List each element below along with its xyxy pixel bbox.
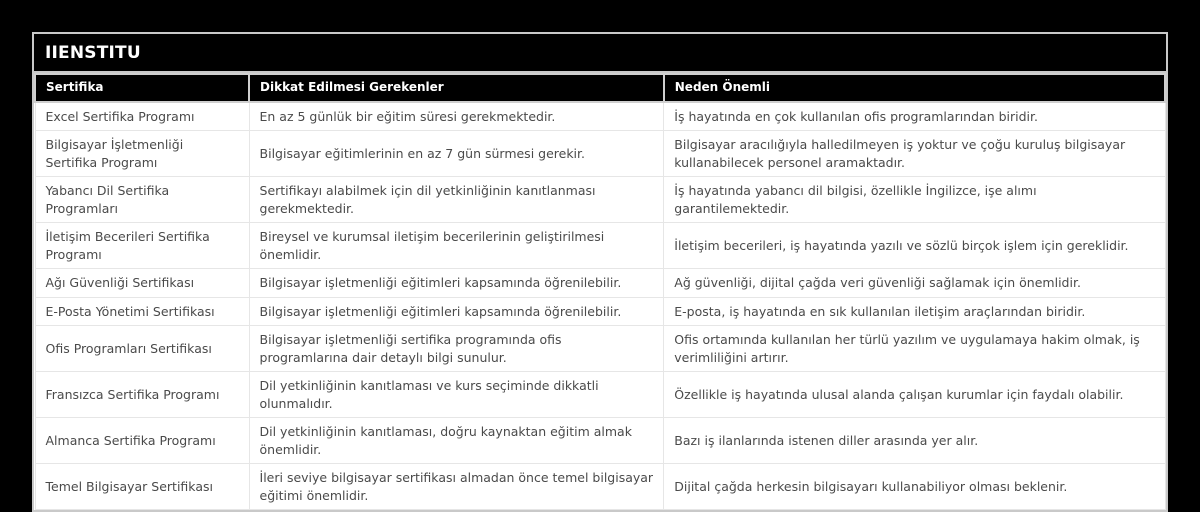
table-cell: Bilgisayar İşletmenliği Sertifika Programı (35, 131, 249, 177)
certificate-table (34, 73, 1166, 510)
table-cell: Ofis ortamında kullanılan her türlü yazılım ve uygulamaya hakim olmak, iş verimliliğini artırır. (664, 326, 1165, 372)
table-cell: Sertifikayı alabilmek için dil yetkinliğinin kanıtlanması gerekmektedir. (249, 177, 664, 223)
table-cell: Dijital çağda herkesin bilgisayarı kullanabiliyor olması beklenir. (664, 464, 1165, 510)
table-header-row (35, 74, 1165, 102)
table-cell: Bilgisayar işletmenliği sertifika programında ofis programlarına dair detaylı bilgi sunulur. (249, 326, 664, 372)
table-cell: Temel Bilgisayar Sertifikası (35, 464, 249, 510)
table-cell: İş hayatında en çok kullanılan ofis programlarından biridir. (664, 102, 1165, 131)
table-cell: Bireysel ve kurumsal iletişim becerilerinin geliştirilmesi önemlidir. (249, 223, 664, 269)
table-cell: Excel Sertifika Programı (35, 102, 249, 131)
table-row (35, 269, 1165, 298)
table-cell: Bilgisayar aracılığıyla halledilmeyen iş yoktur ve çoğu kuruluş bilgisayar kullanabilecek personel aramaktadır. (664, 131, 1165, 177)
table-row (35, 326, 1165, 372)
table-cell: E-Posta Yönetimi Sertifikası (35, 297, 249, 326)
table-cell: Bilgisayar eğitimlerinin en az 7 gün sürmesi gerekir. (249, 131, 664, 177)
table-cell: Dil yetkinliğinin kanıtlaması ve kurs seçiminde dikkatli olunmalıdır. (249, 372, 664, 418)
table-row (35, 223, 1165, 269)
table-cell: Almanca Sertifika Programı (35, 418, 249, 464)
panel-title: IIENSTITU (34, 34, 1166, 73)
table-cell: Yabancı Dil Sertifika Programları (35, 177, 249, 223)
table-cell: Ağı Güvenliği Sertifikası (35, 269, 249, 298)
table-cell: Dil yetkinliğinin kanıtlaması, doğru kaynaktan eğitim almak önemlidir. (249, 418, 664, 464)
table-cell: Ağ güvenliği, dijital çağda veri güvenliği sağlamak için önemlidir. (664, 269, 1165, 298)
table-row (35, 131, 1165, 177)
table-row (35, 464, 1165, 510)
table-row (35, 297, 1165, 326)
table-cell: Ofis Programları Sertifikası (35, 326, 249, 372)
table-header (35, 74, 1165, 102)
table-row (35, 372, 1165, 418)
certificate-panel (32, 32, 1168, 512)
table-cell: En az 5 günlük bir eğitim süresi gerekmektedir. (249, 102, 664, 131)
table-cell: İleri seviye bilgisayar sertifikası almadan önce temel bilgisayar eğitimi önemlidir. (249, 464, 664, 510)
table-cell: Özellikle iş hayatında ulusal alanda çalışan kurumlar için faydalı olabilir. (664, 372, 1165, 418)
table-cell: Bilgisayar işletmenliği eğitimleri kapsamında öğrenilebilir. (249, 269, 664, 298)
column-header-sertifika: Sertifika (35, 74, 249, 102)
table-body (35, 102, 1165, 510)
table-cell: Bazı iş ilanlarında istenen diller arasında yer alır. (664, 418, 1165, 464)
table-row (35, 102, 1165, 131)
table-cell: İletişim Becerileri Sertifika Programı (35, 223, 249, 269)
table-cell: Bilgisayar işletmenliği eğitimleri kapsamında öğrenilebilir. (249, 297, 664, 326)
table-cell: Fransızca Sertifika Programı (35, 372, 249, 418)
column-header-neden-onemli: Neden Önemli (664, 74, 1165, 102)
table-row (35, 177, 1165, 223)
column-header-dikkat-edilmesi-gerekenler: Dikkat Edilmesi Gerekenler (249, 74, 664, 102)
table-cell: İş hayatında yabancı dil bilgisi, özellikle İngilizce, işe alımı garantilemektedir. (664, 177, 1165, 223)
table-row (35, 418, 1165, 464)
table-cell: İletişim becerileri, iş hayatında yazılı ve sözlü birçok işlem için gereklidir. (664, 223, 1165, 269)
table-cell: E-posta, iş hayatında en sık kullanılan iletişim araçlarından biridir. (664, 297, 1165, 326)
